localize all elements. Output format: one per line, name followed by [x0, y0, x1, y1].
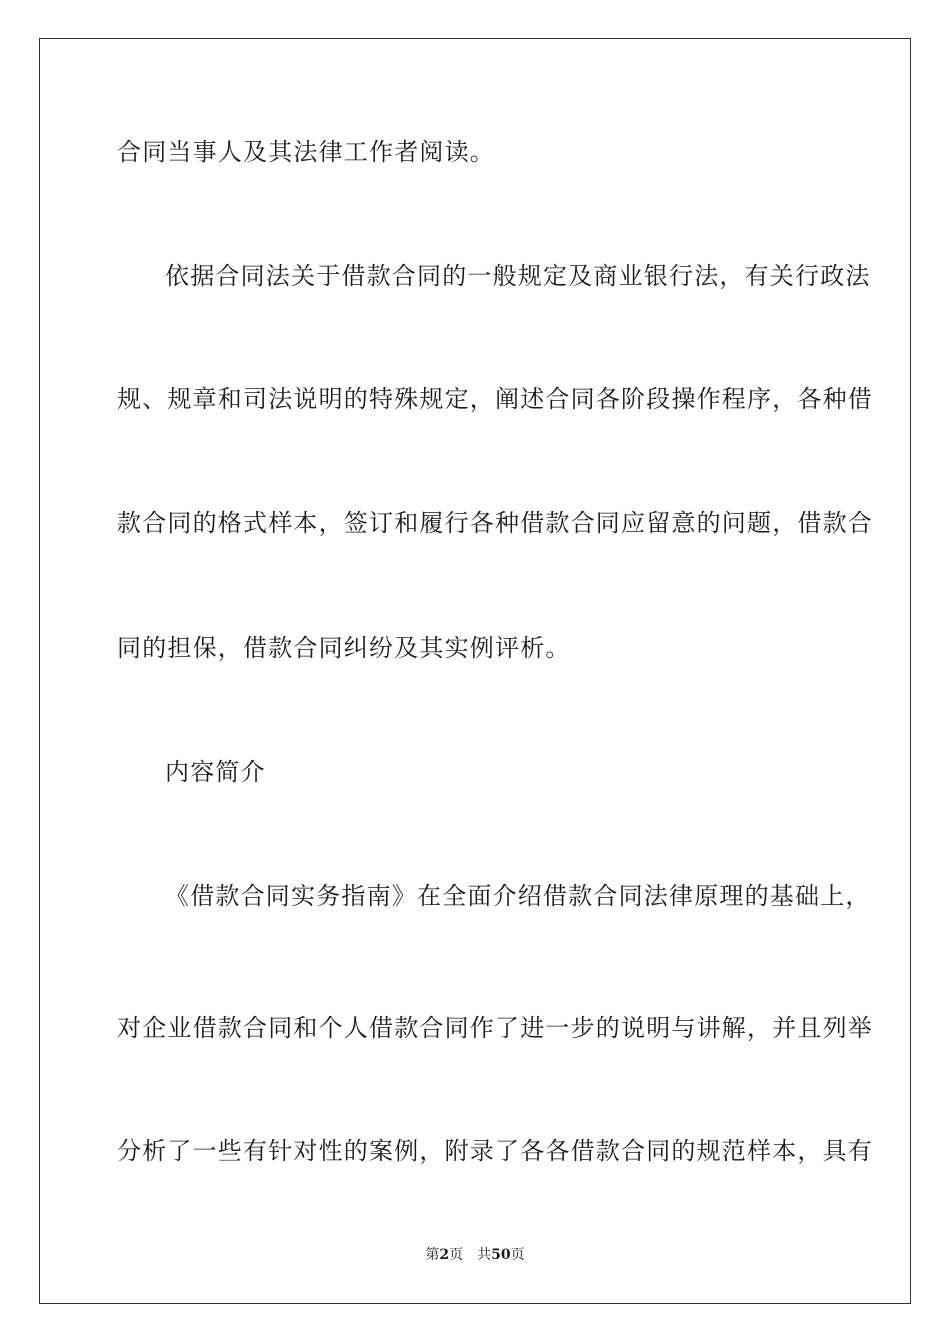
footer-total-prefix: 共: [477, 1247, 492, 1263]
page-footer: [0, 1246, 950, 1264]
text-line-1: 合同当事人及其法律工作者阅读。: [117, 138, 495, 166]
footer-total-suffix: 页: [510, 1247, 525, 1263]
text-line-5: 同的担保，借款合同纠纷及其实例评析。: [117, 634, 571, 662]
section-heading: 内容简介: [165, 758, 266, 786]
text-line-7: 《借款合同实务指南》在全面介绍借款合同法律原理的基础上，: [165, 882, 871, 910]
footer-page-suffix: 页: [449, 1247, 464, 1263]
text-line-4: 款合同的格式样本，签订和履行各种借款合同应留意的问题，借款合: [117, 509, 873, 537]
text-line-8: 对企业借款合同和个人借款合同作了进一步的说明与讲解，并且列举: [117, 1014, 873, 1042]
page-border: [39, 38, 911, 1304]
footer-total-pages: 50: [491, 1247, 511, 1263]
text-line-9: 分析了一些有针对性的案例，附录了各各借款合同的规范样本，具有: [117, 1137, 873, 1165]
text-line-2: 依据合同法关于借款合同的一般规定及商业银行法，有关行政法: [165, 262, 871, 290]
footer-page-prefix: 第: [425, 1247, 440, 1263]
footer-page-number: 2: [439, 1247, 450, 1263]
text-line-3: 规、规章和司法说明的特殊规定，阐述合同各阶段操作程序，各种借: [117, 385, 873, 413]
